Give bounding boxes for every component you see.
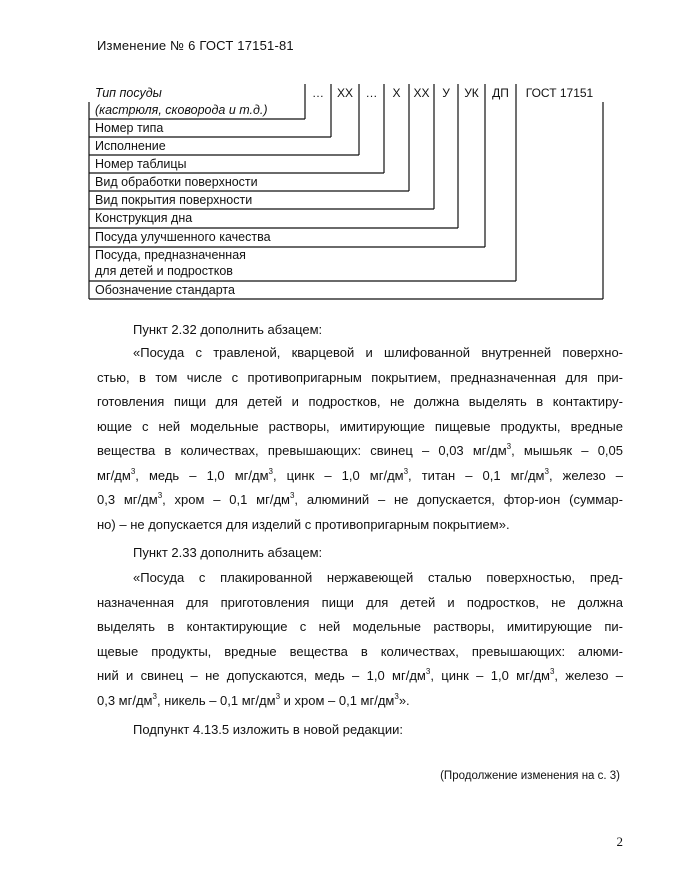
clause-2-32-intro: Пункт 2.32 дополнить абзацем: xyxy=(133,322,323,337)
page-number: 2 xyxy=(616,834,623,849)
scheme-label-type-number: Номер типа xyxy=(95,121,164,135)
text-line: «Посуда с травленой, кварцевой и шлифованной внутренней поверхно- xyxy=(133,345,623,360)
text-line: ний и свинец – не допускаются, медь – 1,0 $мг/дм^3$, цинк – 1,0 $мг/дм^3$, железо – xyxy=(97,667,624,683)
text-line: стью, в том числе с противопригарным покрытием, предназначенная для при- xyxy=(97,369,623,385)
scheme-cell-7: УК xyxy=(464,86,479,100)
text-line: 0,3 $мг/дм^3$, хром – 0,1 $мг/дм^3$, алюминий – не допускается, фтор-ион (суммар- xyxy=(97,491,623,507)
text-line: щевые продукты, вредные вещества в количествах, превышающих: алюми- xyxy=(97,643,623,659)
scheme-cell-4: Х xyxy=(392,86,401,100)
scheme-label-vessel-type-examples: (кастрюля, сковорода и т.д.) xyxy=(95,103,268,117)
text-line: выделять в контактирующие с ней модельные растворы, имитирующие пи- xyxy=(97,619,623,634)
clause-2-33-text xyxy=(97,566,623,713)
scheme-cell-9: ГОСТ 17151 xyxy=(525,86,594,100)
scheme-cell-5: ХХ xyxy=(413,86,430,100)
scheme-label-children-2: для детей и подростков xyxy=(95,264,233,278)
scheme-label-vessel-type: Тип посуды xyxy=(95,86,162,100)
text-line: $мг/дм^3$, медь – 1,0 $мг/дм^3$, цинк – 1,0 $мг/дм^3$, титан – 0,1 $мг/дм^3$, железо – xyxy=(97,466,624,483)
page-header: Изменение № 6 ГОСТ 17151-81 xyxy=(97,38,294,53)
scheme-label-table-number: Номер таблицы xyxy=(95,157,187,171)
scheme-cell-8: ДП xyxy=(492,86,509,100)
text-line: но) – не допускается для изделий с противопригарным покрытием». xyxy=(97,516,510,532)
scheme-label-surface-coating: Вид покрытия поверхности xyxy=(95,193,253,207)
scheme-cell-2: ХХ xyxy=(336,86,353,100)
scheme-cell-1: … xyxy=(312,86,324,100)
text-line: «Посуда с плакированной нержавеющей сталью поверхностью, пред- xyxy=(133,570,623,585)
scheme-cell-3: … xyxy=(365,86,378,100)
text-line: назначенная для приготовления пищи для детей и подростков, не должна xyxy=(97,594,623,610)
text-line: 0,3 $мг/дм^3$, никель – 0,1 $мг/дм^3$ и хром – 0,1 $мг/дм^3$». xyxy=(97,691,410,708)
scheme-label-version: Исполнение xyxy=(95,139,166,153)
subclause-4-13-5-intro: Подпункт 4.13.5 изложить в новой редакции: xyxy=(133,722,403,737)
scheme-label-children: Посуда, предназначенная xyxy=(95,248,246,262)
text-line: готовления пищи для детей и подростков, не должна выделять в контактиру- xyxy=(97,394,623,409)
text-line: ющие с ней модельные растворы, имитирующие пищевые продукты, вредные xyxy=(97,418,623,434)
clause-2-33-intro: Пункт 2.33 дополнить абзацем: xyxy=(133,545,323,560)
scheme-label-standard: Обозначение стандарта xyxy=(95,283,235,297)
scheme-label-improved-quality: Посуда улучшенного качества xyxy=(95,230,271,244)
clause-2-32-text xyxy=(97,341,623,537)
scheme-label-surface-treatment: Вид обработки поверхности xyxy=(95,175,258,189)
continuation-note: (Продолжение изменения на с. 3) xyxy=(440,770,620,782)
scheme-label-bottom-design: Конструкция дна xyxy=(95,211,193,225)
text-line: вещества в количествах, превышающих: свинец – 0,03 $мг/дм^3$, мышьяк – 0,05 xyxy=(97,442,623,458)
scheme-cell-6: У xyxy=(442,86,450,100)
